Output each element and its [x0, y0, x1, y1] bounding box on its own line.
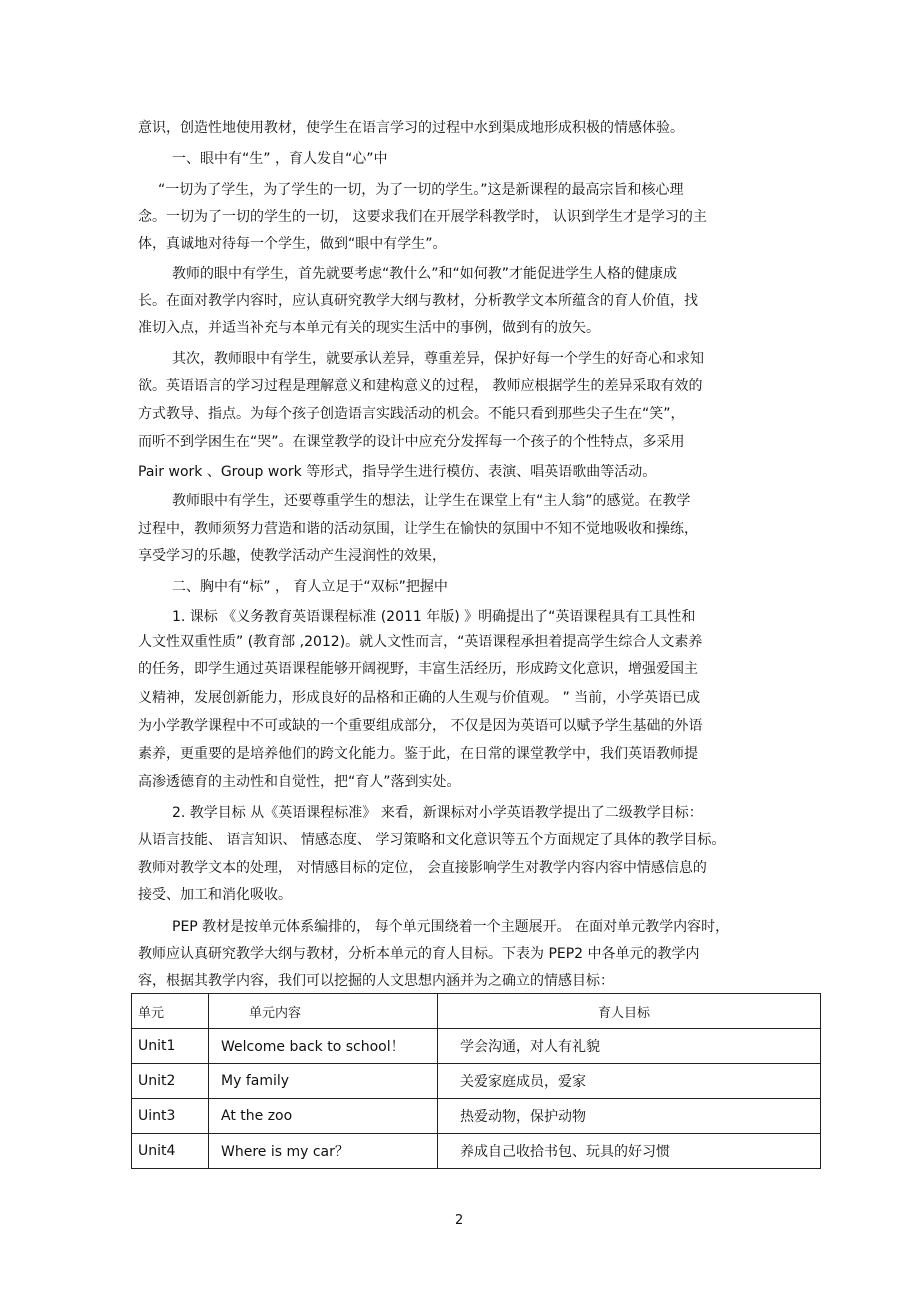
- goal-cell: 学会沟通，对人有礼貌: [438, 1029, 821, 1064]
- paragraph-line: 为小学教学课程中不可或缺的一个重要组成部分， 不仅是因为英语可以赋予学生基础的外语: [138, 718, 703, 734]
- paragraph-line: 接受、加工和消化吸收。: [138, 887, 292, 903]
- paragraph-line: 其次，教师眼中有学生，就要承认差异，尊重差异，保护好每一个学生的好奇心和求知: [172, 351, 704, 367]
- content-cell: At the zoo: [209, 1099, 438, 1134]
- page-number: 2: [455, 1213, 464, 1228]
- section-heading-1: 一、眼中有“生” ，育人发自“心”中: [172, 151, 388, 167]
- unit-goals-table: [131, 993, 821, 1169]
- paragraph-line: 过程中，教师须努力营造和谐的活动氛围，让学生在愉快的氛围中不知不觉地吸收和操练，: [138, 521, 698, 537]
- table-row: [132, 1134, 821, 1169]
- goal-cell: 热爱动物，保护动物: [438, 1099, 821, 1134]
- paragraph-line: 义精神，发展创新能力，形成良好的品格和正确的人生观与价值观。 ” 当前，小学英语已成: [138, 690, 701, 706]
- paragraph-line: 教师眼中有学生，还要尊重学生的想法，让学生在课堂上有“主人翁”的感觉。在教学: [172, 493, 691, 509]
- paragraph-line: PEP 教材是按单元体系编排的， 每个单元围绕着一个主题展开。 在面对单元教学内容时，: [172, 919, 730, 935]
- paragraph-line: 容，根据其教学内容，我们可以挖掘的人文思想内涵并为之确立的情感目标：: [138, 973, 614, 989]
- paragraph-line: 而听不到学困生在“哭”。在课堂教学的设计中应充分发挥每一个孩子的个性特点，多采用: [138, 434, 685, 450]
- paragraph-line: 意识，创造性地使用教材，使学生在语言学习的过程中水到渠成地形成积极的情感体验。: [138, 120, 684, 136]
- paragraph-line: Pair work 、Group work 等形式，指导学生进行模仿、表演、唱英语歌曲等活动。: [138, 464, 657, 480]
- paragraph-line: 高渗透德育的主动性和自觉性，把“育人”落到实处。: [138, 774, 461, 790]
- paragraph-line: 教师对教学文本的处理， 对情感目标的定位， 会直接影响学生对教学内容内容中情感信息的: [138, 860, 707, 876]
- paragraph-line: 教师应认真研究教学大纲与教材，分析本单元的育人目标。下表为 PEP2 中各单元的教学内: [138, 946, 700, 962]
- paragraph-line: 欲。英语语言的学习过程是理解意义和建构意义的过程， 教师应根据学生的差异采取有效的: [138, 378, 703, 394]
- paragraph-line: 方式教导、指点。为每个孩子创造语言实践活动的机会。不能只看到那些尖子生在“笑”，: [138, 406, 685, 422]
- paragraph-line: 人文性双重性质” (教育部 ,2012)。就人文性而言，“英语课程承担着提高学生综合人文素养: [138, 634, 703, 650]
- header-cell-unit: 单元: [132, 994, 209, 1029]
- unit-cell: Unit2: [132, 1064, 209, 1099]
- section-heading-2: 二、胸中有“标” ， 育人立足于“双标”把握中: [172, 579, 448, 595]
- unit-cell: Unit4: [132, 1134, 209, 1169]
- paragraph-line: “一切为了学生，为了学生的一切，为了一切的学生。”这是新课程的最高宗旨和核心理: [158, 182, 684, 198]
- table-header-row: [132, 994, 821, 1029]
- paragraph-line: 享受学习的乐趣，使教学活动产生浸润性的效果，: [138, 548, 446, 564]
- table-row: [132, 1029, 821, 1064]
- paragraph-line: 准切入点，并适当补充与本单元有关的现实生活中的事例，做到有的放矢。: [138, 320, 600, 336]
- paragraph-line: 念。一切为了一切的学生的一切， 这要求我们在开展学科教学时， 认识到学生才是学习的主: [138, 209, 707, 225]
- paragraph-line: 素养，更重要的是培养他们的跨文化能力。鉴于此，在日常的课堂教学中，我们英语教师提: [138, 746, 698, 762]
- paragraph-line: 长。在面对教学内容时，应认真研究教学大纲与教材，分析教学文本所蕴含的育人价值，找: [138, 293, 698, 309]
- paragraph-line: 1. 课标 《义务教育英语课程标准 (2011 年版) 》明确提出了“英语课程具有工具性和: [172, 609, 696, 625]
- content-cell: Welcome back to school！: [209, 1029, 438, 1064]
- paragraph-line: 教师的眼中有学生，首先就要考虑“教什么”和“如何教”才能促进学生人格的健康成: [172, 266, 678, 282]
- unit-cell: Unit1: [132, 1029, 209, 1064]
- table-row: [132, 1099, 821, 1134]
- unit-cell: Uint3: [132, 1099, 209, 1134]
- table-row: [132, 1064, 821, 1099]
- content-cell: My family: [209, 1064, 438, 1099]
- goal-cell: 养成自己收拾书包、玩具的好习惯: [438, 1134, 821, 1169]
- paragraph-line: 体，真诚地对待每一个学生，做到“眼中有学生”。: [138, 236, 447, 252]
- paragraph-line: 2. 教学目标 从《英语课程标准》 来看，新课标对小学英语教学提出了二级教学目标：: [172, 805, 703, 821]
- paragraph-line: 的任务，即学生通过英语课程能够开阔视野，丰富生活经历，形成跨文化意识，增强爱国主: [138, 661, 698, 677]
- header-cell-goal: 育人目标: [438, 994, 821, 1029]
- header-cell-content: 单元内容: [209, 994, 438, 1029]
- content-cell: Where is my car？: [209, 1134, 438, 1169]
- goal-cell: 关爱家庭成员，爱家: [438, 1064, 821, 1099]
- paragraph-line: 从语言技能、 语言知识、 情感态度、 学习策略和文化意识等五个方面规定了具体的教学目标。: [138, 832, 726, 848]
